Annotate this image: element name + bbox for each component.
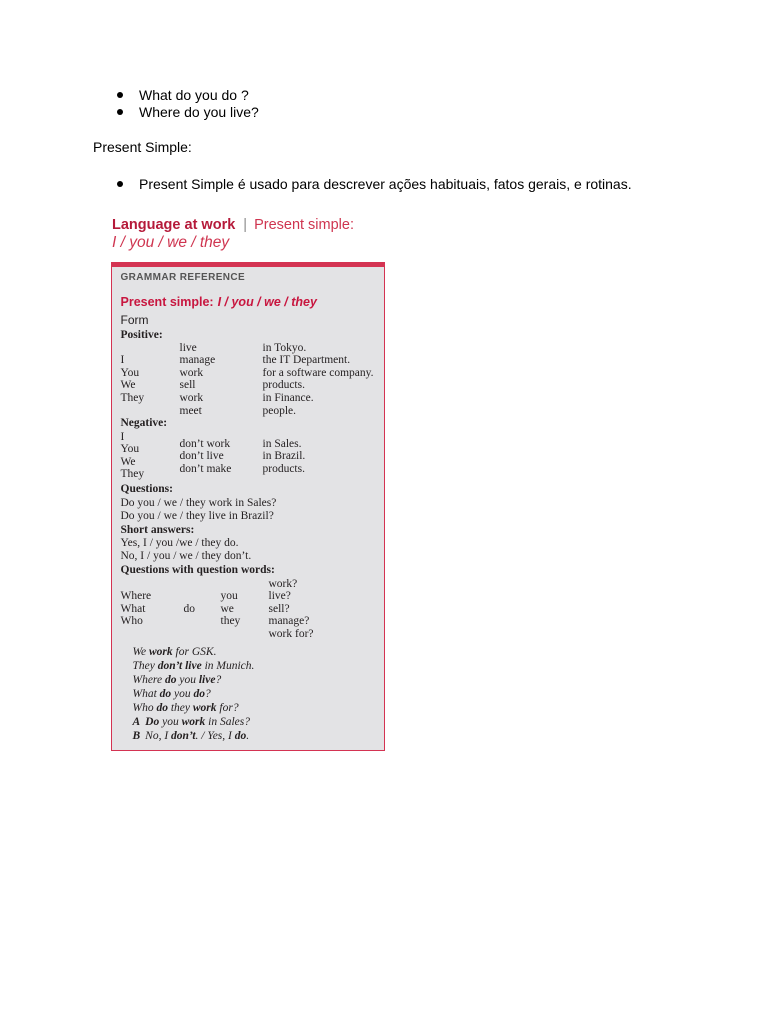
question-words-label: Questions with question words: (120, 563, 275, 576)
dialogue-speaker: A (132, 716, 141, 728)
list-item-text: Where do you live? (139, 104, 259, 120)
list-item-text: What do you do ? (139, 87, 249, 103)
example-highlight: do (156, 702, 168, 714)
example-sentence (133, 645, 255, 659)
section-heading: Present Simple: (93, 139, 192, 155)
dialogue-line (133, 729, 255, 743)
list-item-text: Present Simple é usado para descrever ações habituais, fatos gerais, e rotinas. (139, 176, 632, 192)
table-cell-wh: What (120, 602, 146, 615)
example-text: for GSK. (172, 646, 217, 658)
negative-verb: don’t work (179, 437, 231, 450)
table-cell-wh: Who (120, 615, 143, 628)
example-text: They (132, 660, 158, 672)
table-cell-complement: products. (262, 379, 305, 392)
example-highlight: work (181, 716, 206, 728)
table-cell-wh: Where (120, 590, 152, 603)
negative-subjects (121, 431, 145, 481)
table-row (112, 628, 383, 641)
negative-complements (263, 438, 306, 476)
question-line: Do you / we / they live in Brazil? (120, 509, 274, 522)
example-highlight: Do (145, 716, 160, 728)
table-cell-subject: They (120, 392, 145, 405)
figure-title-separator: | (243, 217, 248, 233)
example-text: ? (205, 688, 211, 700)
figure-subtitle: I / you / we / they (112, 234, 230, 251)
grammar-section-title (121, 295, 317, 310)
table-cell-verb: live (179, 341, 197, 354)
example-sentences (133, 645, 255, 743)
example-text: No, I (145, 730, 172, 742)
negative-complement: in Sales. (262, 437, 302, 450)
example-highlight: do (193, 688, 206, 700)
table-row (112, 603, 383, 616)
example-text: We (132, 646, 150, 658)
figure-title (112, 216, 354, 234)
negative-verb: don’t live (179, 450, 224, 463)
table-row (112, 367, 383, 380)
example-text: . / Yes, I (195, 730, 235, 742)
example-text: for? (216, 702, 239, 714)
negative-complement: in Brazil. (262, 450, 306, 463)
table-cell-complement: for a software company. (262, 366, 374, 379)
table-cell-verb: manage (179, 354, 216, 367)
figure-title-bold: Language at work (112, 217, 236, 233)
negative-verbs (180, 438, 232, 476)
section-title-pronouns: I / you / we / they (217, 294, 317, 309)
table-cell-subject: you (220, 590, 238, 603)
negative-label: Negative: (120, 416, 168, 429)
table-cell-verb: sell (179, 379, 196, 392)
positive-table (112, 342, 383, 418)
example-text: ? (215, 674, 222, 686)
negative-subject: We (120, 455, 136, 468)
table-cell-subject: they (220, 615, 241, 628)
form-label: Form (120, 313, 149, 327)
table-cell-subject: we (220, 602, 234, 615)
table-cell-verb: work for? (268, 628, 314, 641)
dialogue-line (133, 715, 255, 729)
example-highlight: work (149, 646, 173, 658)
table-row (112, 405, 383, 418)
example-highlight: do (234, 730, 247, 742)
example-sentence (133, 687, 255, 701)
negative-complement: products. (262, 462, 305, 475)
negative-subject: You (120, 443, 140, 456)
table-row (112, 342, 383, 355)
bullet-icon (117, 181, 123, 187)
short-answer-line: Yes, I / you /we / they do. (120, 536, 239, 549)
example-text: you (176, 674, 199, 686)
table-cell-verb: live? (268, 590, 291, 603)
example-sentence (133, 659, 255, 673)
example-highlight: work (192, 702, 217, 714)
short-answer-line: No, I / you / we / they don’t. (120, 549, 252, 562)
table-row (112, 578, 383, 591)
bullet-icon (117, 109, 123, 115)
table-cell-subject: I (120, 354, 125, 367)
example-highlight: live (198, 674, 216, 686)
table-cell-subject: You (120, 366, 140, 379)
table-cell-complement: in Finance. (262, 392, 314, 405)
table-cell-verb: meet (179, 404, 202, 417)
example-text: in Sales? (205, 716, 250, 728)
example-text: you (171, 688, 194, 700)
question-line: Do you / we / they work in Sales? (120, 496, 277, 509)
table-cell-subject: We (120, 379, 136, 392)
questions-label: Questions: (120, 482, 173, 495)
table-cell-aux: do (183, 602, 195, 615)
table-row (112, 615, 383, 628)
example-highlight: do (159, 688, 172, 700)
table-cell-complement: the IT Department. (262, 354, 351, 367)
example-text: in Munich. (201, 660, 255, 672)
example-sentence (133, 673, 255, 687)
example-highlight: do (164, 674, 177, 686)
table-cell-complement: in Tokyo. (262, 341, 307, 354)
negative-subject: I (120, 430, 125, 443)
table-cell-verb: manage? (268, 615, 310, 628)
short-answers-lines (121, 537, 252, 563)
example-highlight: don’t live (157, 660, 202, 672)
example-text: Who (132, 702, 157, 714)
positive-label: Positive: (120, 328, 163, 341)
example-text: . (246, 730, 250, 742)
table-cell-verb: sell? (268, 602, 290, 615)
example-sentence (133, 701, 255, 715)
dialogue-speaker: B (132, 730, 141, 742)
negative-subject: They (120, 468, 145, 481)
table-cell-verb: work (179, 366, 204, 379)
question-words-table (112, 578, 383, 641)
table-cell-verb: work (179, 392, 204, 405)
table-cell-verb: work? (268, 577, 298, 590)
table-row (112, 354, 383, 367)
table-cell-complement: people. (262, 404, 297, 417)
example-text: you (159, 716, 182, 728)
figure-title-rest: Present simple: (254, 217, 354, 233)
section-title-text: Present simple: (120, 294, 214, 309)
questions-lines (121, 497, 277, 523)
table-row (112, 392, 383, 405)
example-text: they (167, 702, 193, 714)
table-row (112, 379, 383, 392)
example-text: Where (132, 674, 165, 686)
grammar-reference-label: GRAMMAR REFERENCE (120, 271, 246, 283)
table-row (112, 590, 383, 603)
grammar-reference-box (111, 262, 385, 751)
short-answers-label: Short answers: (120, 523, 195, 536)
bullet-icon (117, 92, 123, 98)
negative-verb: don’t make (179, 462, 232, 475)
example-highlight: don’t (171, 730, 196, 742)
example-text: What (132, 688, 160, 700)
